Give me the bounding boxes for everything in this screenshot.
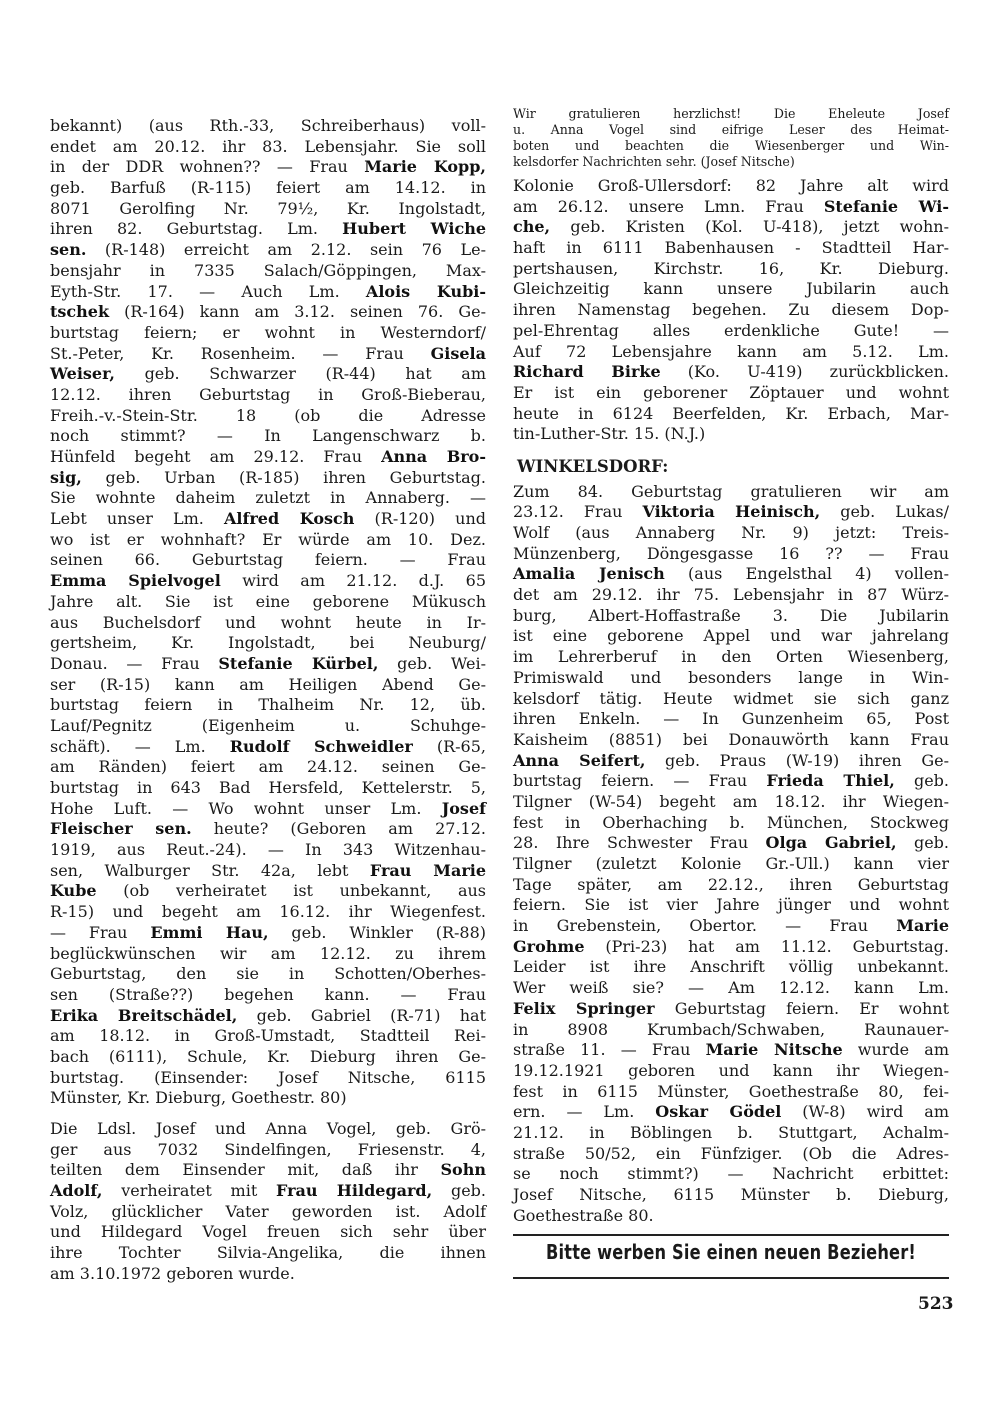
text-line: fest in Oberhaching b. München, Stockweg — [513, 812, 949, 832]
text-line: Geburtstag, den sie in Schotten/Oberhes- — [50, 964, 486, 984]
bold-name: Alois Kubi- — [365, 281, 486, 301]
text-line: heute in 6124 Beerfelden, Kr. Erbach, Mar- — [513, 403, 949, 423]
text-line: Tage später, am 22.12., ihren Geburtstag — [513, 874, 949, 894]
text-line: Auf 72 Lebensjahre kann am 5.12. Lm. — [513, 341, 949, 361]
bold-name: Alfred Kosch — [224, 509, 355, 529]
text-line: Hünfeld begeht am 29.12. Frau Anna Bro- — [50, 447, 486, 466]
text-line: Wir gratulieren herzlichst! Die Eheleute Josef — [513, 106, 949, 121]
bold-name: tschek — [50, 302, 110, 322]
text-line: Kaisheim (8851) bei Donauwörth kann Frau — [513, 729, 949, 749]
text-line: boten und beachten die Wiesenberger und Win- — [513, 138, 949, 153]
text-line: ihren 82. Geburtstag. Lm. Hubert Wiche — [50, 219, 487, 239]
text-line: det am 29.12. ihr 75. Lebensjahr in 87 Würz- — [513, 585, 949, 605]
text-line: am 3.10.1972 geboren wurde. — [50, 1263, 295, 1283]
text-line: im Lehrerberuf in den Orten Wiesenberg, — [513, 647, 949, 667]
text-line: schäft). — Lm. Rudolf Schweidler (R-65, — [50, 736, 486, 756]
bold-name: Hubert Wiche — [342, 219, 487, 239]
bold-name: Sohn — [440, 1160, 486, 1180]
bold-name: sen. — [50, 240, 87, 260]
bold-name: Marie — [896, 916, 949, 936]
text-line: 19.12.1921 geboren und kann ihr Wiegen- — [513, 1060, 949, 1080]
text-line: 23.12. Frau Viktoria Heinisch, geb. Lukas/ — [513, 502, 950, 522]
text-line: burtstag. (Einsender: Josef Nitsche, 6115 — [50, 1067, 486, 1087]
text-line: se noch stimmt?) — Nachricht erbittet: — [513, 1164, 949, 1184]
article-paragraph — [50, 116, 486, 1109]
text-line: straße 11. — Frau Marie Nitsche wurde am — [513, 1040, 949, 1060]
bold-name: Frau Marie — [369, 860, 486, 880]
text-line: Primiswald und besonders lange in Win- — [513, 667, 949, 687]
text-line: Adolf, verheiratet mit Frau Hildegard, geb. — [50, 1181, 487, 1201]
text-line: Hohe Luft. — Wo wohnt unser Lm. Josef — [50, 798, 486, 818]
text-line: in der DDR wohnen?? — Frau Marie Kopp, — [50, 157, 486, 177]
text-line: R-15) und begeht am 16.12. ihr Wiegenfest. — [50, 902, 486, 922]
bold-name: Viktoria Heinisch, — [642, 502, 821, 522]
text-line: Leider ist ihre Anschrift völlig unbekannt. — [513, 957, 949, 977]
left-column — [50, 116, 486, 1285]
page-number: 523 — [918, 1294, 954, 1314]
text-line: am 18.12. in Groß-Umstadt, Stadtteil Rei- — [50, 1026, 486, 1046]
bold-name: Olga Gabriel, — [765, 833, 897, 853]
text-line: burg, Albert-Hoffastraße 3. Die Jubilarin — [513, 605, 949, 625]
banner-bottom-rule — [513, 1277, 949, 1279]
text-line: Sie wohnte daheim zuletzt in Annaberg. — — [50, 488, 486, 508]
bold-name: Emmi Hau, — [150, 922, 269, 942]
bold-name: Amalia Jenisch — [513, 564, 665, 584]
text-line: Weiser, geb. Schwarzer (R-44) hat am — [50, 364, 486, 384]
text-line: Münster, Kr. Dieburg, Goethestr. 80) — [50, 1088, 347, 1108]
text-line: St.-Peter, Kr. Rosenheim. — Frau Gisela — [50, 343, 486, 363]
text-line: ser (R-15) kann am Heiligen Abend Ge- — [50, 674, 486, 694]
bold-name: Erika Breitschädel, — [50, 1005, 238, 1025]
text-line: Fleischer sen. heute? (Geboren am 27.12. — [50, 819, 486, 839]
text-line: in 8908 Krumbach/Schwaben, Raunauer- — [513, 1019, 949, 1039]
bold-name: Fleischer sen. — [50, 819, 192, 839]
text-line: ern. — Lm. Oskar Gödel (W-8) wird am — [513, 1102, 949, 1122]
text-line: ihren Enkeln. — In Gunzenheim 65, Post — [513, 709, 949, 729]
bold-name: Richard Birke — [513, 362, 661, 382]
bold-name: Grohme — [513, 936, 585, 956]
text-line: Wer weiß sie? — Am 12.12. kann Lm. — [513, 978, 949, 998]
text-line: Wolf (aus Annaberg Nr. 9) jetzt: Treis- — [513, 523, 949, 543]
text-line: aus Buchelsdorf und wohnt heute in Ir- — [50, 612, 486, 632]
text-line: kelsdorfer Nachrichten sehr. (Josef Nitsche) — [513, 154, 795, 169]
text-line: burtstag in 643 Bad Hersfeld, Kettelerstr. 5, — [50, 778, 486, 797]
text-line: sig, geb. Urban (R-185) ihren Geburtstag. — [50, 467, 486, 487]
text-line: Tilgner (zuletzt Kolonie Gr.-Ull.) kann vier — [513, 854, 949, 874]
bold-name: Kube — [50, 881, 97, 901]
text-line: beglückwünschen wir am 12.12. zu ihrem — [50, 943, 486, 963]
text-line: seinen 66. Geburtstag feiern. — Frau — [50, 550, 486, 570]
text-line: und Hildegard Vogel freuen sich sehr über — [50, 1222, 486, 1242]
text-line: Jahre alt. Sie ist eine geborene Mükusch — [50, 591, 486, 611]
text-line: ger aus 7032 Sindelfingen, Friesenstr. 4, — [50, 1139, 486, 1159]
text-line: teilten dem Einsender mit, daß ihr Sohn — [50, 1160, 486, 1180]
text-line: bach (6111), Schule, Kr. Dieburg ihren Ge- — [50, 1046, 486, 1066]
bold-name: Frau Hildegard, — [276, 1181, 433, 1201]
text-line: ihren Namenstag begehen. Zu diesem Dop- — [513, 300, 949, 320]
bold-name: Marie Nitsche — [705, 1040, 843, 1060]
text-line: — Frau Emmi Hau, geb. Winkler (R-88) — [50, 922, 487, 942]
text-line: ist eine geborene Appel und war jahrelang — [513, 626, 949, 646]
text-line: Goethestraße 80. — [513, 1205, 654, 1225]
text-line: geb. Barfuß (R-115) feiert am 14.12. in — [50, 178, 486, 198]
text-line: bensjahr in 7335 Salach/Göppingen, Max- — [50, 260, 486, 280]
bold-name: Rudolf Schweidler — [229, 736, 413, 756]
text-line: straße 50/52, ein Fünfziger. (Ob die Adres- — [513, 1143, 949, 1163]
text-line: che, geb. Kristen (Kol. U-418), jetzt wohn- — [513, 217, 949, 237]
bold-name: Emma Spielvogel — [50, 571, 221, 591]
bold-name: sig, — [50, 467, 82, 487]
text-line: 21.12. in Böblingen b. Stuttgart, Achalm- — [513, 1122, 949, 1142]
text-line: Amalia Jenisch (aus Engelsthal 4) vollen- — [513, 564, 949, 584]
bold-name: Adolf, — [50, 1181, 103, 1201]
text-line: feiern. Sie ist vier Jahre jünger und wohnt — [513, 895, 949, 915]
text-line: ihre Tochter Silvia-Angelika, die ihnen — [50, 1243, 486, 1263]
text-line: Emma Spielvogel wird am 21.12. d.J. 65 — [50, 571, 486, 591]
vogel-paragraph — [50, 1119, 486, 1285]
text-line: pel-Ehrentag alles erdenkliche Gute! — — [513, 320, 949, 340]
text-line: burtstag feiern. — Frau Frieda Thiel, geb. — [513, 771, 950, 791]
text-line: Tilgner (W-54) begeht am 18.12. ihr Wiegen- — [513, 791, 949, 811]
text-line: Freih.-v.-Stein-Str. 18 (ob die Adresse — [50, 405, 486, 425]
kolonie-paragraph — [513, 176, 949, 445]
text-line: Kube (ob verheiratet ist unbekannt, aus — [50, 881, 486, 901]
text-line: Die Ldsl. Josef und Anna Vogel, geb. Grö- — [50, 1119, 486, 1138]
bold-name: Anna Seifert, — [513, 750, 646, 770]
text-line: Grohme (Pri-23) hat am 11.12. Geburtstag. — [513, 936, 949, 956]
text-line: Gleichzeitig kann unsere Jubilarin auch — [513, 279, 949, 299]
text-line: sen, Walburger Str. 42a, lebt Frau Marie — [50, 860, 486, 880]
bold-name: Marie Kopp, — [364, 157, 486, 177]
text-line: Eyth-Str. 17. — Auch Lm. Alois Kubi- — [50, 281, 486, 301]
text-line: Felix Springer Geburtstag feiern. Er wohnt — [513, 998, 950, 1018]
bold-name: Weiser, — [50, 364, 115, 384]
text-line: gertsheim, Kr. Ingolstadt, bei Neuburg/ — [50, 633, 486, 653]
text-line: sen. (R-148) erreicht am 2.12. sein 76 Le- — [50, 240, 486, 260]
winkelsdorf-paragraph — [513, 482, 949, 1227]
text-line: Er ist ein geborener Zöptauer und wohnt — [513, 382, 949, 402]
text-line: kelsdorf tätig. Heute widmet sie sich ganz — [513, 688, 949, 708]
text-line: 1919, aus Reut.-24). — In 343 Witzenhau- — [50, 840, 486, 860]
bold-name: Josef — [441, 798, 486, 818]
text-line: Anna Seifert, geb. Praus (W-19) ihren Ge- — [513, 750, 949, 770]
subscriber-banner: Bitte werben Sie einen neuen Bezieher! — [546, 1240, 916, 1264]
text-line: Kolonie Groß-Ullersdorf: 82 Jahre alt wird — [513, 176, 949, 195]
text-line: haft in 6111 Babenhausen - Stadtteil Har- — [513, 238, 949, 258]
text-line: wo ist er wohnhaft? Er würde am 10. Dez. — [50, 529, 486, 549]
bold-name: Gisela — [430, 343, 486, 363]
bold-name: Oskar Gödel — [655, 1102, 782, 1122]
bold-name: Anna Bro- — [381, 447, 486, 466]
text-line: 8071 Gerolfing Nr. 79½, Kr. Ingolstadt, — [50, 198, 486, 218]
text-line: 28. Ihre Schwester Frau Olga Gabriel, geb. — [513, 833, 950, 853]
text-line: am Ränden) feiert am 24.12. seinen Ge- — [50, 757, 486, 777]
text-line: Erika Breitschädel, geb. Gabriel (R-71) hat — [50, 1005, 487, 1025]
text-line: Donau. — Frau Stefanie Kürbel, geb. Wei- — [50, 653, 487, 673]
bold-name: Stefanie Wi- — [823, 196, 949, 216]
text-line: pertshausen, Kirchstr. 16, Kr. Dieburg. — [513, 258, 949, 278]
text-line: tschek (R-164) kann am 3.12. seinen 76. Ge- — [50, 302, 486, 322]
banner-top-rule — [513, 1234, 949, 1236]
text-line: burtstag feiern in Thalheim Nr. 12, üb. — [50, 695, 486, 715]
text-line: sen (Straße??) begehen kann. — Frau — [50, 984, 486, 1004]
text-line: tin-Luther-Str. 15. (N.J.) — [513, 424, 706, 444]
text-line: Lauf/Pegnitz (Eigenheim u. Schuhge- — [50, 715, 486, 735]
text-line: bekannt) (aus Rth.-33, Schreiberhaus) voll- — [50, 116, 486, 135]
text-line: u. Anna Vogel sind eifrige Leser des Heimat- — [513, 122, 949, 137]
congratulation-note — [513, 106, 949, 170]
text-line: endet am 20.12. ihr 83. Lebensjahr. Sie soll — [50, 136, 486, 156]
text-line: Volz, glücklicher Vater geworden ist. Adolf — [50, 1201, 486, 1221]
text-line: 12.12. ihren Geburtstag in Groß-Bieberau, — [50, 384, 486, 404]
text-line: in Grebenstein, Obertor. — Frau Marie — [513, 916, 949, 936]
text-line: fest in 6115 Münster, Goethestraße 80, fei- — [513, 1081, 949, 1101]
bold-name: Stefanie Kürbel, — [218, 653, 379, 673]
right-column — [513, 106, 949, 1226]
text-line: Richard Birke (Ko. U-419) zurückblicken. — [513, 362, 949, 382]
text-line: Münzenberg, Döngesgasse 16 ?? — Frau — [513, 543, 949, 563]
section-heading-winkelsdorf: WINKELSDORF: — [517, 456, 669, 476]
text-line: Josef Nitsche, 6115 Münster b. Dieburg, — [513, 1185, 949, 1205]
bold-name: Felix Springer — [513, 998, 655, 1018]
text-line: burtstag feiern; er wohnt in Westerndorf/ — [50, 322, 486, 342]
text-line: noch stimmt? — In Langenschwarz b. — [50, 426, 486, 446]
text-line: Lebt unser Lm. Alfred Kosch (R-120) und — [50, 509, 487, 529]
bold-name: che, — [513, 217, 551, 237]
text-line: Zum 84. Geburtstag gratulieren wir am — [513, 481, 949, 501]
text-line: am 26.12. unsere Lmn. Frau Stefanie Wi- — [513, 196, 949, 216]
bold-name: Frieda Thiel, — [766, 771, 895, 791]
